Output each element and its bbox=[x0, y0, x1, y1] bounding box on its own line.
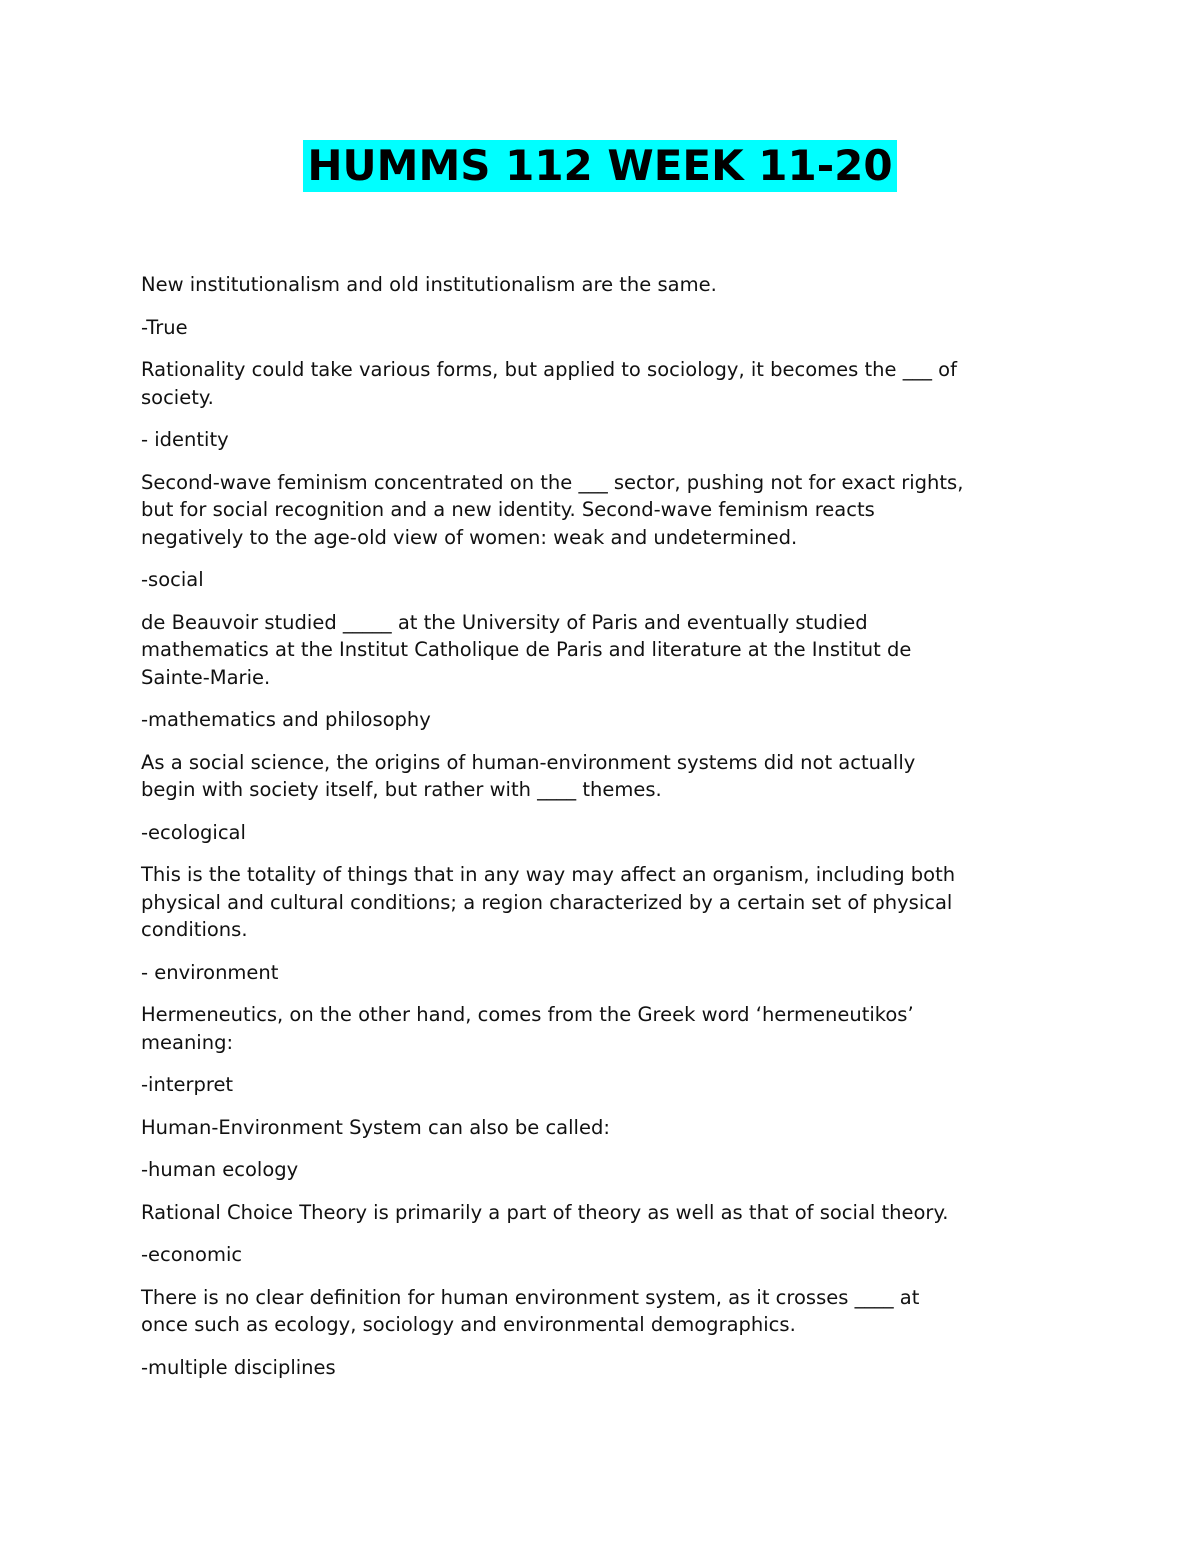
question-paragraph bbox=[141, 271, 1061, 299]
text-line: mathematics at the Institut Catholique de Paris and literature at the Institut de bbox=[141, 638, 912, 661]
answer-paragraph bbox=[141, 314, 1061, 342]
text-line: begin with society itself, but rather with ____ themes. bbox=[141, 778, 662, 801]
text-line: Rational Choice Theory is primarily a part of theory as well as that of social theory. bbox=[141, 1200, 949, 1224]
text-line: -True bbox=[141, 315, 188, 339]
question-paragraph bbox=[141, 1199, 1061, 1227]
text-line: conditions. bbox=[141, 918, 248, 941]
text-line: physical and cultural conditions; a region characterized by a certain set of physical bbox=[141, 890, 953, 914]
text-line: -ecological bbox=[141, 820, 246, 844]
answer-paragraph bbox=[141, 426, 1061, 454]
text-line: -mathematics and philosophy bbox=[141, 708, 431, 731]
text-line: negatively to the age-old view of women: weak and undetermined. bbox=[141, 525, 798, 549]
question-paragraph bbox=[141, 356, 1061, 411]
text-line: There is no clear definition for human environment system, as it crosses ____ at bbox=[141, 1285, 920, 1309]
answer-paragraph bbox=[141, 566, 1061, 594]
document-body bbox=[141, 271, 1061, 1396]
text-line: -social bbox=[141, 568, 204, 591]
text-line: meaning: bbox=[141, 1030, 234, 1054]
text-line: -interpret bbox=[141, 1073, 234, 1096]
text-line: -economic bbox=[141, 1243, 243, 1266]
question-paragraph bbox=[141, 609, 1061, 692]
text-line: This is the totality of things that in any way may affect an organism, including both bbox=[141, 863, 956, 886]
answer-paragraph bbox=[141, 706, 1061, 734]
text-line: but for social recognition and a new identity. Second-wave feminism reacts bbox=[141, 498, 875, 521]
text-line: Rationality could take various forms, but applied to sociology, it becomes the ___ of bbox=[141, 358, 957, 381]
question-paragraph bbox=[141, 749, 1061, 804]
text-line: - environment bbox=[141, 960, 279, 984]
question-paragraph bbox=[141, 1284, 1061, 1339]
question-paragraph bbox=[141, 1114, 1061, 1142]
text-line: society. bbox=[141, 385, 214, 409]
question-paragraph bbox=[141, 1001, 1061, 1056]
text-line: Sainte-Marie. bbox=[141, 665, 271, 689]
text-line: - identity bbox=[141, 428, 229, 451]
document-title: HUMMS 112 WEEK 11-20 bbox=[303, 140, 896, 192]
text-line: de Beauvoir studied _____ at the University of Paris and eventually studied bbox=[141, 610, 868, 634]
answer-paragraph bbox=[141, 1071, 1061, 1099]
text-line: New institutionalism and old institutionalism are the same. bbox=[141, 273, 717, 296]
question-paragraph bbox=[141, 469, 1061, 552]
answer-paragraph bbox=[141, 819, 1061, 847]
text-line: once such as ecology, sociology and environmental demographics. bbox=[141, 1313, 796, 1336]
answer-paragraph bbox=[141, 1354, 1061, 1382]
text-line: As a social science, the origins of human-environment systems did not actually bbox=[141, 750, 916, 774]
text-line: Human-Environment System can also be called: bbox=[141, 1115, 610, 1139]
question-paragraph bbox=[141, 861, 1061, 944]
answer-paragraph bbox=[141, 1241, 1061, 1269]
answer-paragraph bbox=[141, 959, 1061, 987]
text-line: Hermeneutics, on the other hand, comes from the Greek word ‘hermeneutikos’ bbox=[141, 1003, 914, 1026]
text-line: -human ecology bbox=[141, 1158, 299, 1181]
text-line: Second-wave feminism concentrated on the ___ sector, pushing not for exact rights, bbox=[141, 470, 964, 494]
text-line: -multiple disciplines bbox=[141, 1355, 336, 1379]
title-container bbox=[0, 140, 1200, 192]
answer-paragraph bbox=[141, 1156, 1061, 1184]
